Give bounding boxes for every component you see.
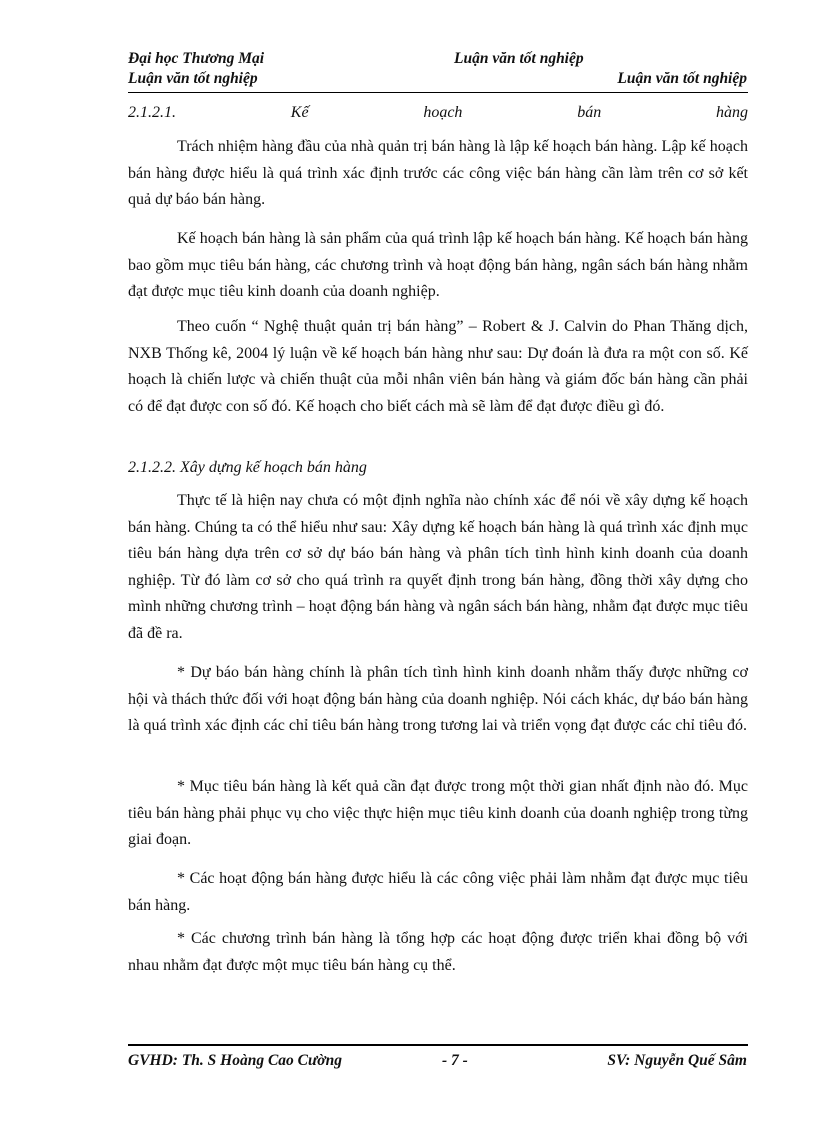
heading-word: hoạch [423,104,463,121]
header-title-center: Luận văn tốt nghiệp [454,50,584,67]
paragraph: Theo cuốn “ Nghệ thuật quản trị bán hàng” – Robert & J. Calvin do Phan Thăng dịch, NXB Thống kê, 2004 lý luận về kế hoạch bán hàng như sau: Dự đoán là đưa ra một con số. Kế hoạch là chiến lược và chiến thuật của mỗi nhân viên bán hàng và giám đốc bán hàng cần phải có để đạt được con số đó. Kế hoạch cho biết cách mà sẽ làm để đạt được điều gì đó. [128,318,748,415]
footer-student: SV: Nguyễn Quế Sâm [607,1052,747,1069]
section-heading-2121 [128,104,748,122]
paragraph: Trách nhiệm hàng đầu của nhà quản trị bán hàng là lập kế hoạch bán hàng. Lập kế hoạch bán hàng được hiểu là quá trình xác định trước các công việc bán hàng cần làm trên cơ sở kết quả dự báo bán hàng. [128,138,748,208]
heading-word: bán [577,104,602,121]
footer-rule [128,1044,748,1046]
section-heading-2122: 2.1.2.2. Xây dựng kế hoạch bán hàng [128,459,367,476]
paragraph: * Dự báo bán hàng chính là phân tích tình hình kinh doanh nhằm thấy được những cơ hội và thách thức đối với hoạt động bán hàng của doanh nghiệp. Nói cách khác, dự báo bán hàng là quá trình xác định các chỉ tiêu bán hàng trong tương lai và triển vọng đạt được các chỉ tiêu đó. [128,664,748,734]
header-title-right: Luận văn tốt nghiệp [617,70,747,87]
paragraph: * Mục tiêu bán hàng là kết quả cần đạt được trong một thời gian nhất định nào đó. Mục tiêu bán hàng phải phục vụ cho việc thực hiện mục tiêu kinh doanh của doanh nghiệp trong từng giai đoạn. [128,778,748,848]
paragraph: * Các hoạt động bán hàng được hiểu là các công việc phải làm nhằm đạt được mục tiêu bán hàng. [128,870,748,914]
footer-supervisor: GVHD: Th. S Hoàng Cao Cường [128,1052,342,1069]
header-title-left: Luận văn tốt nghiệp [128,70,258,87]
paragraph: * Các chương trình bán hàng là tổng hợp các hoạt động được triển khai đồng bộ với nhau nhằm đạt được một mục tiêu bán hàng cụ thể. [128,930,748,974]
paragraph: Kế hoạch bán hàng là sản phẩm của quá trình lập kế hoạch bán hàng. Kế hoạch bán hàng bao gồm mục tiêu bán hàng, các chương trình và hoạt động bán hàng, ngân sách bán hàng nhằm đạt được mục tiêu kinh doanh của doanh nghiệp. [128,230,748,300]
heading-word: Kế [290,104,309,121]
paragraph: Thực tế là hiện nay chưa có một định nghĩa nào chính xác để nói về xây dựng kế hoạch bán hàng. Chúng ta có thể hiểu như sau: Xây dựng kế hoạch bán hàng là quá trình xác định mục tiêu bán hàng dựa trên cơ sở dự báo bán hàng và phân tích tình hình kinh doanh của doanh nghiệp. Từ đó làm cơ sở cho quá trình ra quyết định trong bán hàng, đồng thời xây dựng cho mình những chương trình – hoạt động bán hàng và ngân sách bán hàng, nhằm đạt được mục tiêu đã đề ra. [128,492,748,642]
header-university: Đại học Thương Mại [128,50,265,67]
header-rule [128,92,748,93]
heading-word: hàng [715,104,748,121]
page-number: - 7 - [442,1052,468,1069]
section-number: 2.1.2.1. [128,104,176,121]
